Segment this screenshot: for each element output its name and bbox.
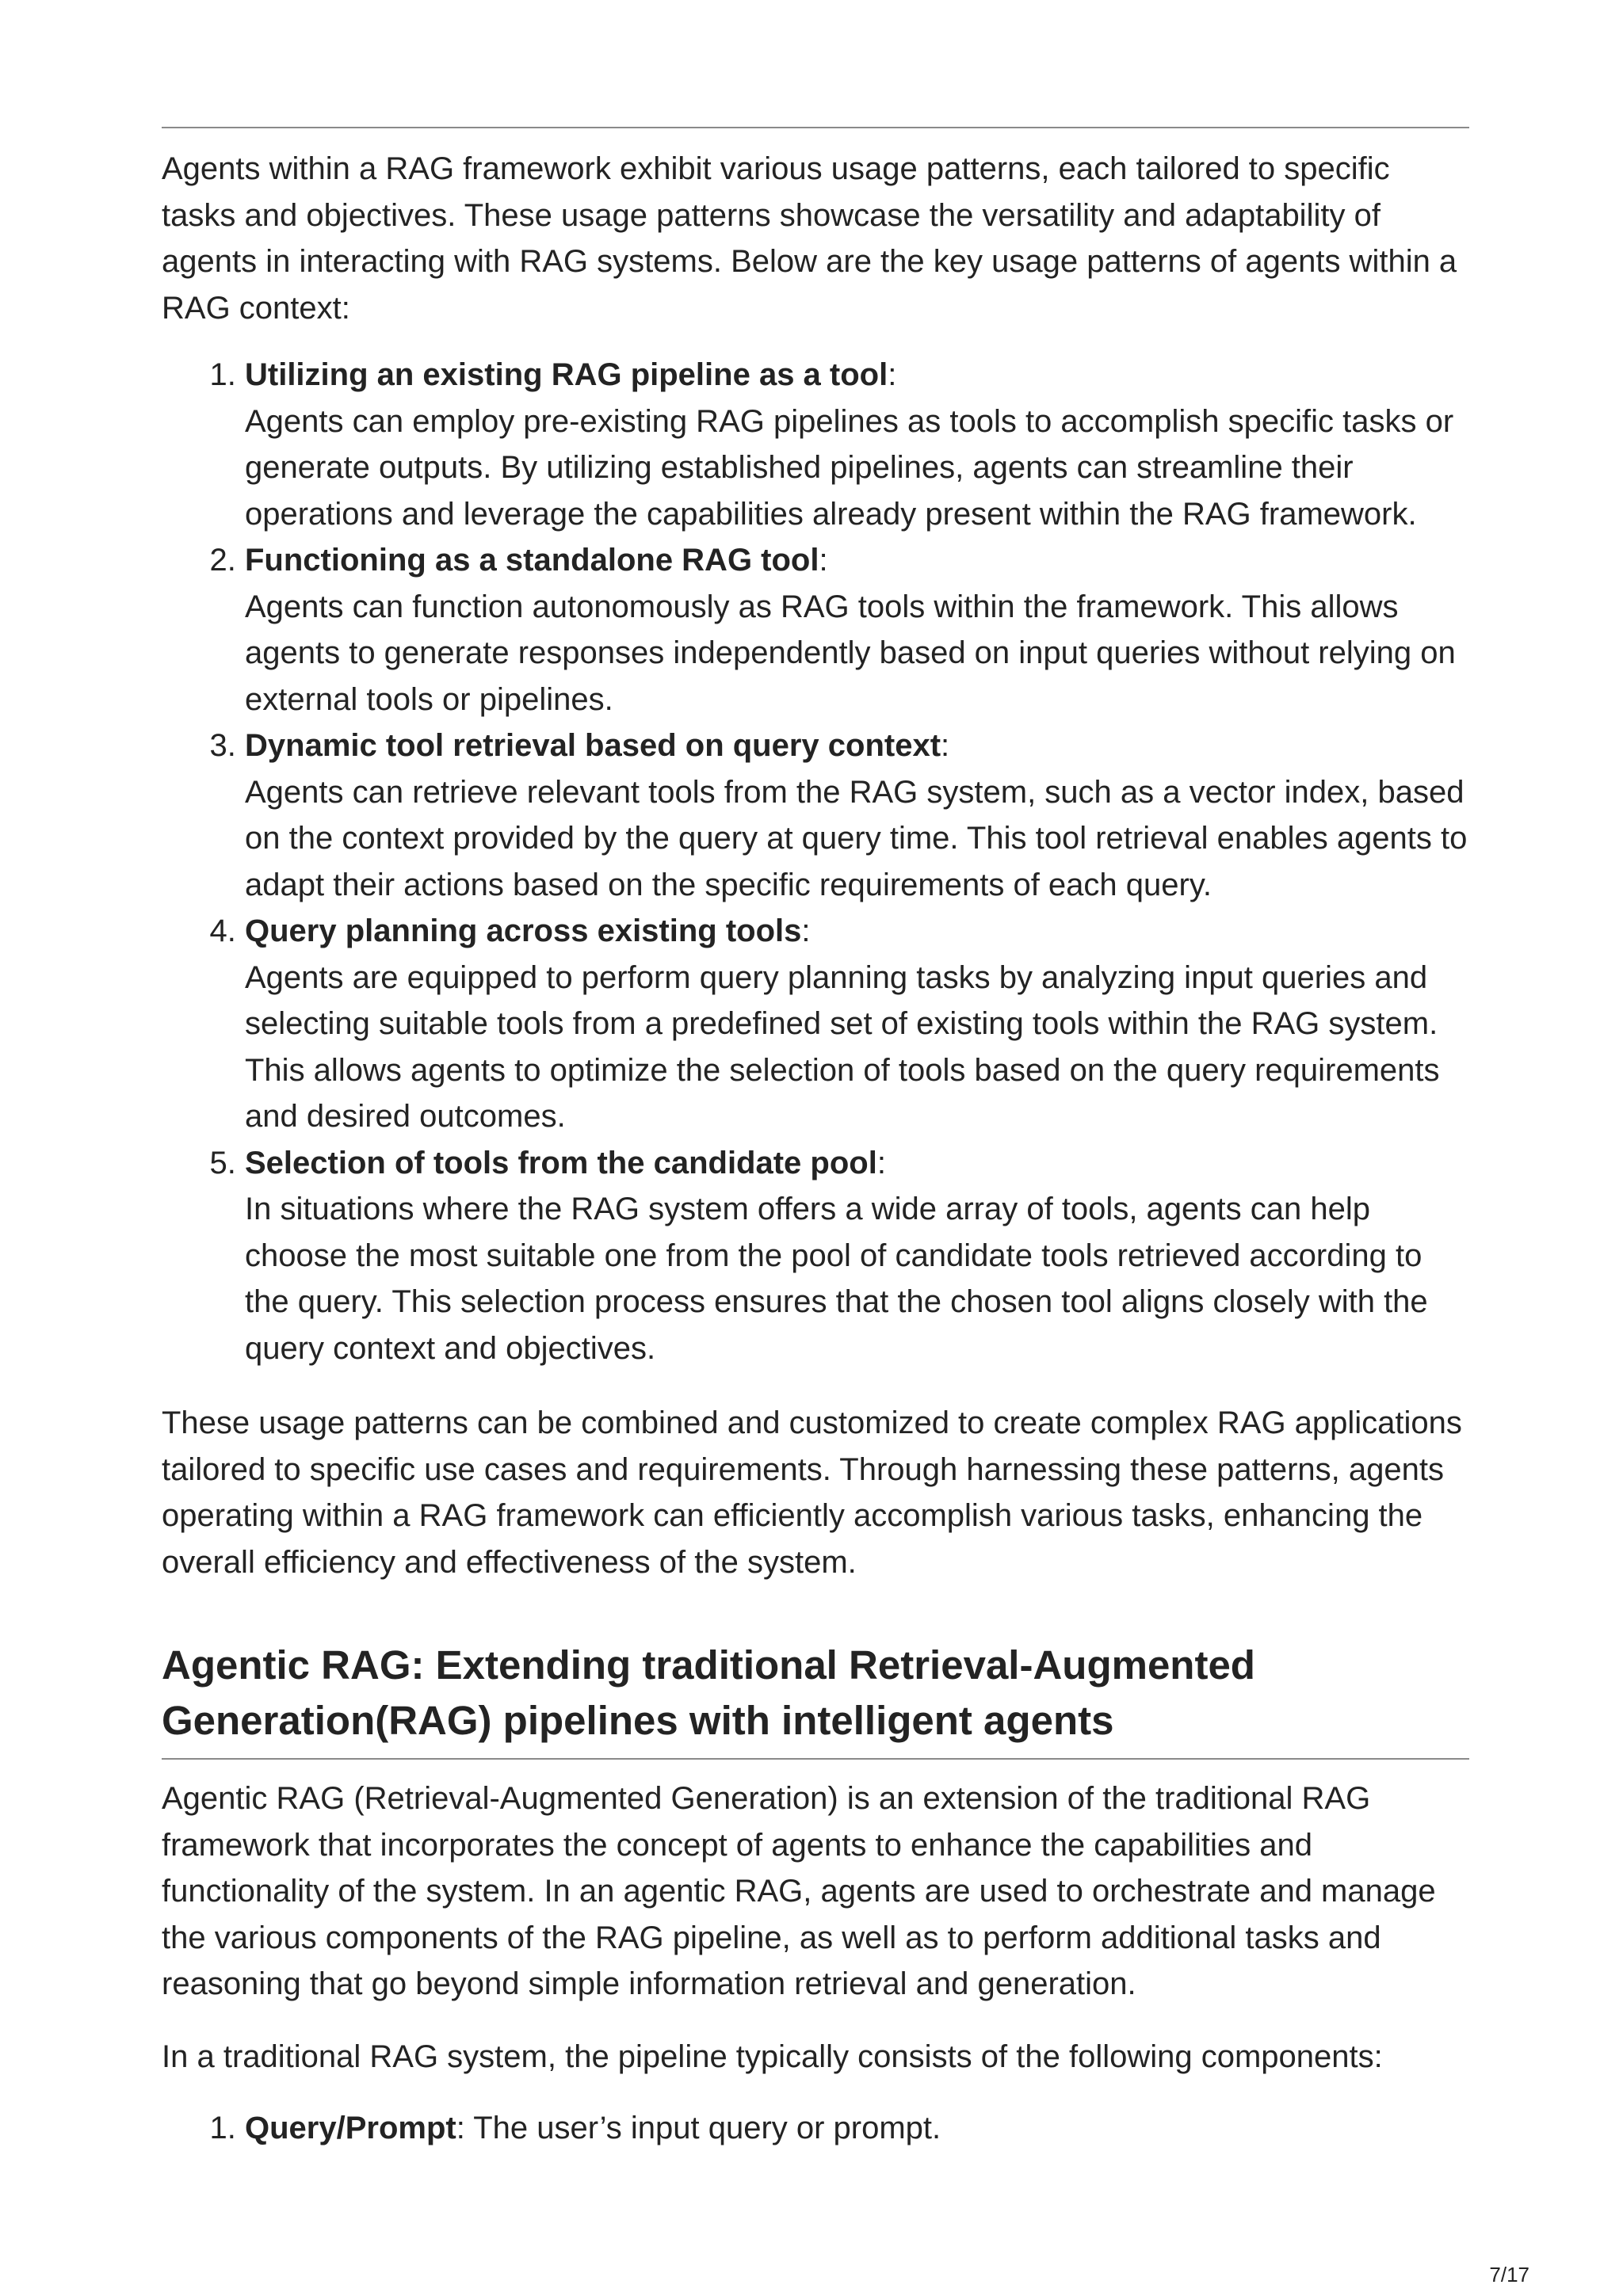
list-item-body: In situations where the RAG system offers a wide array of tools, agents can help choose the most suitable one from the pool of candidate tools retrieved according to the query. This selection process ensures that the chosen tool aligns closely with the query context and objectives. [245, 1192, 1428, 1366]
list-item: 3. Dynamic tool retrieval based on query context: Agents can retrieve relevant tools from the RAG system, such as a vector index, based on the context provided by the query at query time. This tool retrieval enables agents to adapt their actions based on the specific requirements of each query. [245, 723, 1469, 908]
top-divider [162, 127, 1469, 128]
list-item-body: Agents can employ pre-existing RAG pipelines as tools to accomplish specific tasks or generate outputs. By utilizing established pipelines, agents can streamline their operations and leverage the capabilities already present within the RAG framework. [245, 403, 1454, 532]
document-page [162, 127, 1469, 2152]
components-list [162, 2105, 1469, 2152]
list-item: 2. Functioning as a standalone RAG tool: Agents can function autonomously as RAG tools within the framework. This allows agents to generate responses independently based on input queries without relying on external tools or pipelines. [245, 537, 1469, 723]
traditional-rag-paragraph: In a traditional RAG system, the pipeline typically consists of the following components: [162, 2039, 1383, 2074]
summary-paragraph: These usage patterns can be combined and customized to create complex RAG applications tailored to specific use cases and requirements. Through harnessing these patterns, agents operating within a RAG framework can efficiently accomplish various tasks, enhancing the overall efficiency and effectiveness of the system. [162, 1405, 1462, 1580]
list-item-title: Query planning across existing tools [245, 913, 802, 948]
usage-patterns-list [162, 352, 1469, 1371]
list-item-body: The user’s input query or prompt. [473, 2111, 941, 2145]
list-item-body: Agents are equipped to perform query planning tasks by analyzing input queries and selecting suitable tools from a predefined set of existing tools within the RAG system. This allows agents to optimize the selection of tools based on the query requirements and desired outcomes. [245, 959, 1440, 1134]
list-item: 1. Query/Prompt: The user’s input query or prompt. [245, 2105, 1469, 2152]
heading-divider [162, 1758, 1469, 1760]
agentic-rag-paragraph: Agentic RAG (Retrieval-Augmented Generation) is an extension of the traditional RAG framework that incorporates the concept of agents to enhance the capabilities and functionality of the system. In an agentic RAG, agents are used to orchestrate and manage the various components of the RAG pipeline, as well as to perform additional tasks and reasoning that go beyond simple information retrieval and generation. [162, 1781, 1436, 2001]
list-item-body: Agents can retrieve relevant tools from the RAG system, such as a vector index, based on the context provided by the query at query time. This tool retrieval enables agents to adapt their actions based on the specific requirements of each query. [245, 774, 1468, 902]
page-number: 7/17 [1489, 2263, 1529, 2286]
section-heading: Agentic RAG: Extending traditional Retrieval-Augmented Generation(RAG) pipelines with intelligent agents [162, 1642, 1255, 1743]
list-item: 4. Query planning across existing tools: Agents are equipped to perform query planning tasks by analyzing input queries and selecting suitable tools from a predefined set of existing tools within the RAG system. This allows agents to optimize the selection of tools based on the query requirements and desired outcomes. [245, 908, 1469, 1140]
list-item-title: Selection of tools from the candidate pool [245, 1145, 877, 1180]
list-item-body: Agents can function autonomously as RAG tools within the framework. This allows agents to generate responses independently based on input queries without relying on external tools or pipelines. [245, 589, 1456, 717]
list-item-title: Dynamic tool retrieval based on query context [245, 728, 941, 763]
intro-paragraph: Agents within a RAG framework exhibit various usage patterns, each tailored to specific tasks and objectives. These usage patterns showcase the versatility and adaptability of agents in interacting with RAG systems. Below are the key usage patterns of agents within a RAG context: [162, 151, 1457, 326]
list-item-title: Query/Prompt [245, 2111, 456, 2145]
list-item-title: Functioning as a standalone RAG tool [245, 543, 819, 578]
list-item: 1. Utilizing an existing RAG pipeline as a tool: Agents can employ pre-existing RAG pipelines as tools to accomplish specific tasks or generate outputs. By utilizing established pipelines, agents can streamline their operations and leverage the capabilities already present within the RAG framework. [245, 352, 1469, 537]
list-item-title: Utilizing an existing RAG pipeline as a tool [245, 357, 888, 392]
list-item: 5. Selection of tools from the candidate pool: In situations where the RAG system offers a wide array of tools, agents can help choose the most suitable one from the pool of candidate tools retrieved according to the query. This selection process ensures that the chosen tool aligns closely with the query context and objectives. [245, 1140, 1469, 1372]
